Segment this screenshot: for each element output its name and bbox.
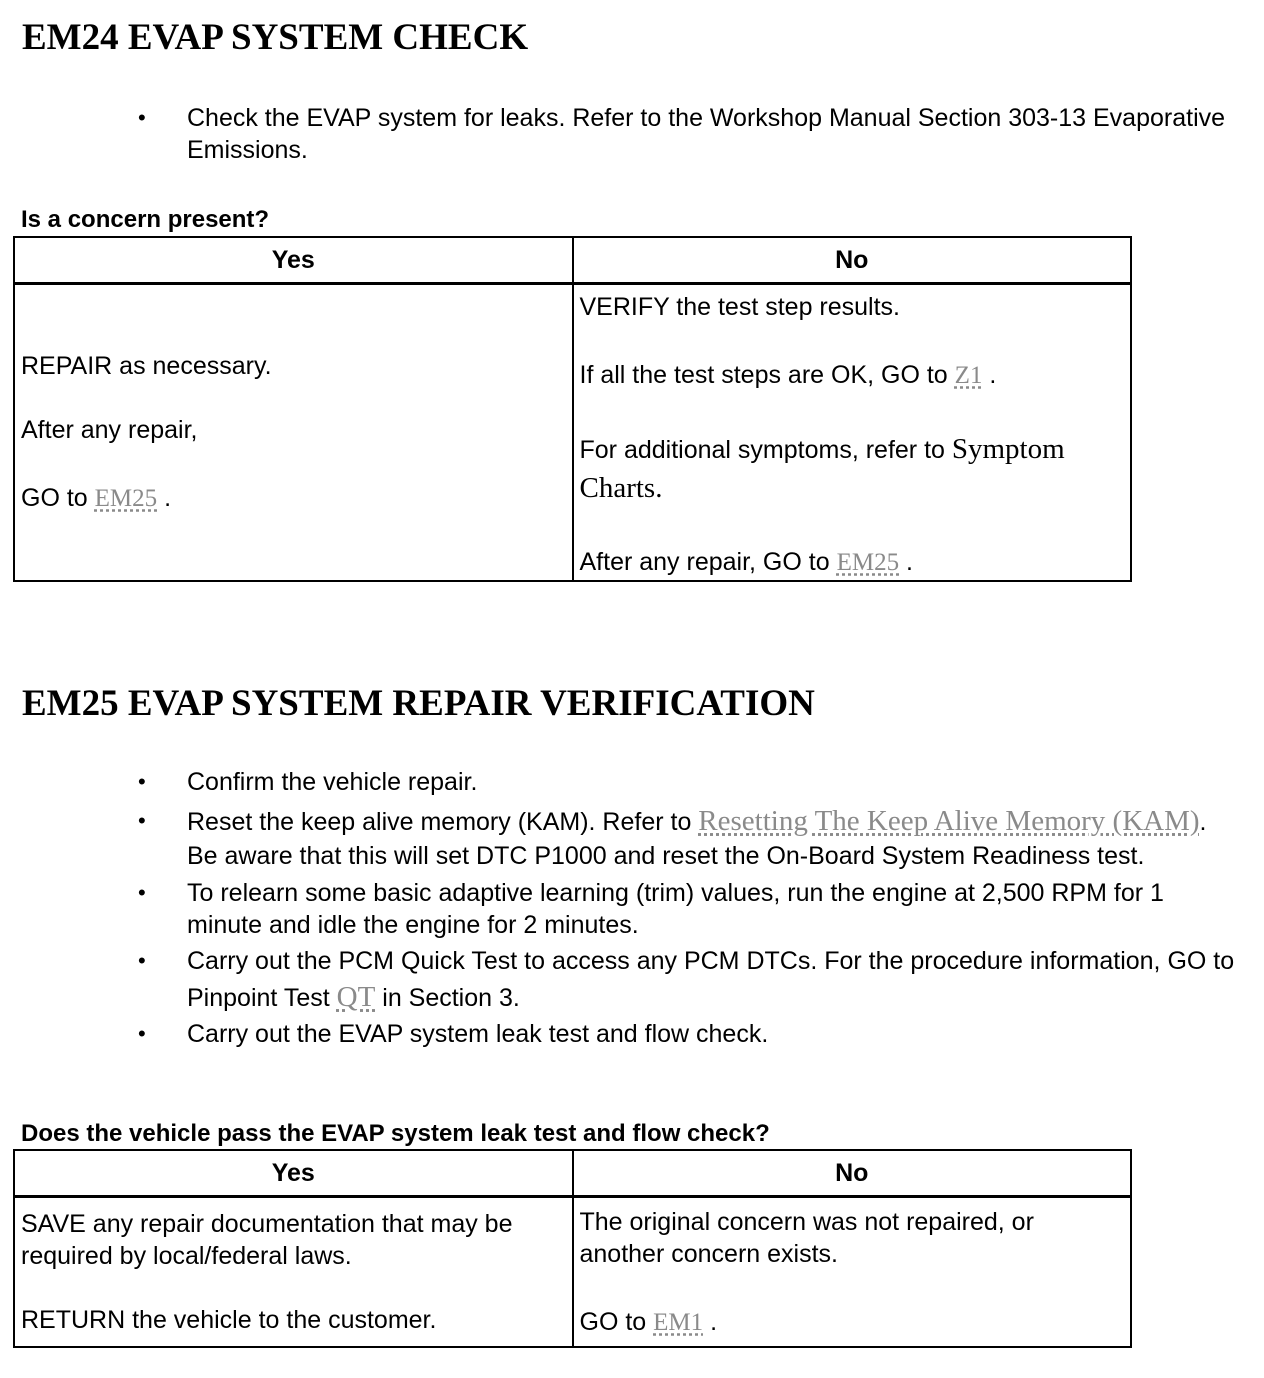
no-go-line: GO to EM1 . — [579, 1308, 718, 1336]
list-item: • Check the EVAP system for leaks. Refer to the Workshop Manual Section 303-13 Evaporative Emissions. — [187, 102, 1237, 166]
em24-bullet-list — [187, 102, 1237, 166]
no-cell — [573, 284, 1132, 581]
column-header-yes: Yes — [14, 1150, 573, 1197]
list-item: • Carry out the PCM Quick Test to access any PCM DTCs. For the procedure information, GO to Pinpoint Test QT in Section 3. — [187, 943, 1237, 1016]
no-additional-line: For additional symptoms, refer to Symptom Charts. — [579, 433, 1065, 504]
em24-heading: EM24 EVAP SYSTEM CHECK — [22, 17, 529, 58]
no-ok-line: If all the test steps are OK, GO to Z1 . — [579, 361, 997, 389]
yes-cell — [14, 284, 573, 581]
list-item: • Reset the keep alive memory (KAM). Refer to Resetting The Keep Alive Memory (KAM). Be aware that this will set DTC P1000 and reset the On-Board System Readiness test. — [187, 804, 1237, 873]
em25-heading: EM25 EVAP SYSTEM REPAIR VERIFICATION — [22, 683, 815, 724]
yes-return-text: RETURN the vehicle to the customer. — [21, 1306, 437, 1334]
em24-answer-table — [13, 236, 1132, 582]
em25-answer-table — [13, 1149, 1132, 1348]
resetting-kam-link[interactable]: Resetting The Keep Alive Memory (KAM) — [698, 805, 1200, 837]
yes-go-line: GO to EM25 . — [21, 483, 172, 512]
list-item: • Confirm the vehicle repair. — [187, 766, 1237, 798]
z1-link[interactable]: Z1 — [954, 362, 983, 389]
yes-after-text: After any repair, — [21, 415, 198, 444]
em24-question: Is a concern present? — [21, 206, 270, 233]
qt-link[interactable]: QT — [336, 981, 376, 1013]
column-header-yes: Yes — [14, 237, 573, 284]
list-item: • To relearn some basic adaptive learning (trim) values, run the engine at 2,500 RPM for 1 minute and idle the engine for 2 minutes. — [187, 877, 1237, 941]
em25-question: Does the vehicle pass the EVAP system leak test and flow check? — [21, 1120, 770, 1147]
symptom-charts-text: Symptom Charts. — [579, 433, 1065, 504]
yes-repair-text: REPAIR as necessary. — [21, 351, 272, 380]
no-verify-text: VERIFY the test step results. — [579, 293, 901, 321]
no-cell — [573, 1197, 1132, 1347]
em25-link[interactable]: EM25 — [836, 549, 900, 576]
yes-cell — [14, 1197, 573, 1347]
yes-save-text: SAVE any repair documentation that may be required by local/federal laws. — [21, 1210, 513, 1270]
no-original-text: The original concern was not repaired, or another concern exists. — [579, 1208, 1034, 1268]
list-item: • Carry out the EVAP system leak test and flow check. — [187, 1018, 1237, 1050]
em1-link[interactable]: EM1 — [653, 1309, 704, 1336]
no-after-line: After any repair, GO to EM25 . — [579, 548, 913, 576]
column-header-no: No — [573, 237, 1132, 284]
em25-bullet-list — [187, 766, 1237, 1050]
column-header-no: No — [573, 1150, 1132, 1197]
em25-link[interactable]: EM25 — [94, 484, 158, 512]
